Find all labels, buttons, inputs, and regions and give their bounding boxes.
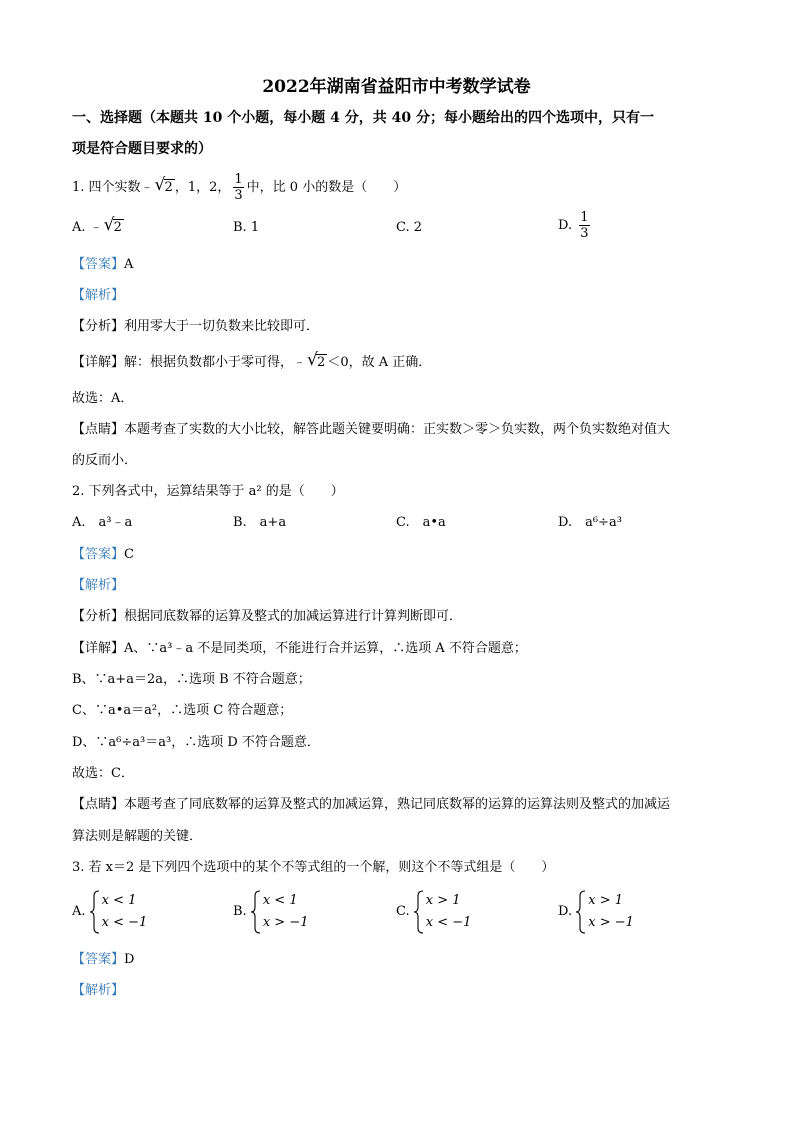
q2-fenxi: 【分析】根据同底数幂的运算及整式的加减运算进行计算判断即可． bbox=[72, 609, 463, 624]
q2-stem: 2. 下列各式中，运算结果等于 a² 的是（ ） bbox=[72, 484, 344, 499]
section-heading bbox=[72, 103, 722, 165]
sqrt-symbol: √ 2 bbox=[154, 175, 173, 195]
q2-xiangjie: 【详解】A、∵a³﹣a 不是同类项，不能进行合并运算，∴选项 A 不符合题意； bbox=[72, 641, 527, 656]
q1-dianjing-line2: 的反而小． bbox=[72, 453, 138, 468]
q1-jiexi: 【解析】 bbox=[72, 288, 125, 303]
sqrt-symbol: √ 2 bbox=[307, 350, 326, 370]
q3-jiexi: 【解析】 bbox=[72, 983, 125, 998]
q1-answer: 【答案】A bbox=[72, 257, 134, 272]
fraction: $\frac{1}{3}$ bbox=[234, 172, 243, 203]
section-heading-line1: 一、选择题（本题共 10 个小题，每小题 4 分，共 40 分；每小题给出的四个选项中，只有一 bbox=[72, 110, 654, 126]
q3-option-d: D. x > 1 x > −1 bbox=[558, 890, 634, 934]
q3-stem: 3. 若 x＝2 是下列四个选项中的某个不等式组的一个解，则这个不等式组是（ ） bbox=[72, 860, 555, 875]
q2-dianjing-line2: 算法则是解题的关键． bbox=[72, 829, 203, 844]
q2-option-b: B. a+a bbox=[233, 515, 287, 530]
q2-guxuan: 故选：C． bbox=[72, 766, 134, 781]
q2-dianjing: 【点睛】本题考查了同底数幂的运算及整式的加减运算，熟记同底数幂的运算的运算法则及整式的加减运 bbox=[72, 797, 671, 812]
q1-option-d: D. $\frac{1}{3}$ bbox=[558, 210, 589, 241]
brace-system: x > 1 x < −1 bbox=[414, 890, 472, 934]
q2-answer: 【答案】C bbox=[72, 547, 134, 562]
q1-option-b: B. 1 bbox=[233, 220, 260, 235]
q3-answer: 【答案】D bbox=[72, 952, 135, 967]
sqrt-symbol: √ 2 bbox=[103, 215, 122, 235]
q1-stem: 1. 四个实数﹣ √ 2 ，1，2， $\frac{1}{3}$ 中，比 0 小的数是（ ） bbox=[72, 172, 407, 203]
q2-line-d: D、∵a⁶÷a³＝a³，∴选项 D 不符合题意． bbox=[72, 735, 320, 750]
q3-option-a: A. x < 1 x < −1 bbox=[72, 890, 147, 934]
brace-system: x < 1 x > −1 bbox=[251, 890, 309, 934]
q3-option-b: B. x < 1 x > −1 bbox=[233, 890, 308, 934]
brace-system: x < 1 x < −1 bbox=[90, 890, 148, 934]
q1-dianjing: 【点睛】本题考查了实数的大小比较，解答此题关键要明确：正实数＞零＞负实数，两个负实数绝对值大 bbox=[72, 422, 671, 437]
q3-option-c: C. x > 1 x < −1 bbox=[396, 890, 471, 934]
q1-fenxi: 【分析】利用零大于一切负数来比较即可． bbox=[72, 319, 320, 334]
q2-option-a: A. a³﹣a bbox=[72, 515, 133, 530]
q2-option-d: D. a⁶÷a³ bbox=[558, 515, 622, 530]
brace-system: x > 1 x > −1 bbox=[576, 890, 634, 934]
q2-line-b: B、∵a+a＝2a，∴选项 B 不符合题意； bbox=[72, 672, 311, 687]
q2-line-c: C、∵a•a＝a²，∴选项 C 符合题意； bbox=[72, 703, 293, 718]
document-title: 2022年湖南省益阳市中考数学试卷 bbox=[262, 77, 531, 97]
q1-option-a: A. ﹣ √ 2 bbox=[72, 215, 122, 235]
q1-xiangjie: 【详解】解：根据负数都小于零可得，﹣ √ 2 ＜0，故 A 正确． bbox=[72, 350, 432, 370]
q2-jiexi: 【解析】 bbox=[72, 578, 125, 593]
q1-guxuan: 故选：A． bbox=[72, 391, 134, 406]
fraction: $\frac{1}{3}$ bbox=[580, 210, 589, 241]
q1-option-c: C. 2 bbox=[396, 220, 423, 235]
q2-option-c: C. a•a bbox=[396, 515, 446, 530]
section-heading-line2: 项是符合题目要求的） bbox=[72, 141, 212, 157]
